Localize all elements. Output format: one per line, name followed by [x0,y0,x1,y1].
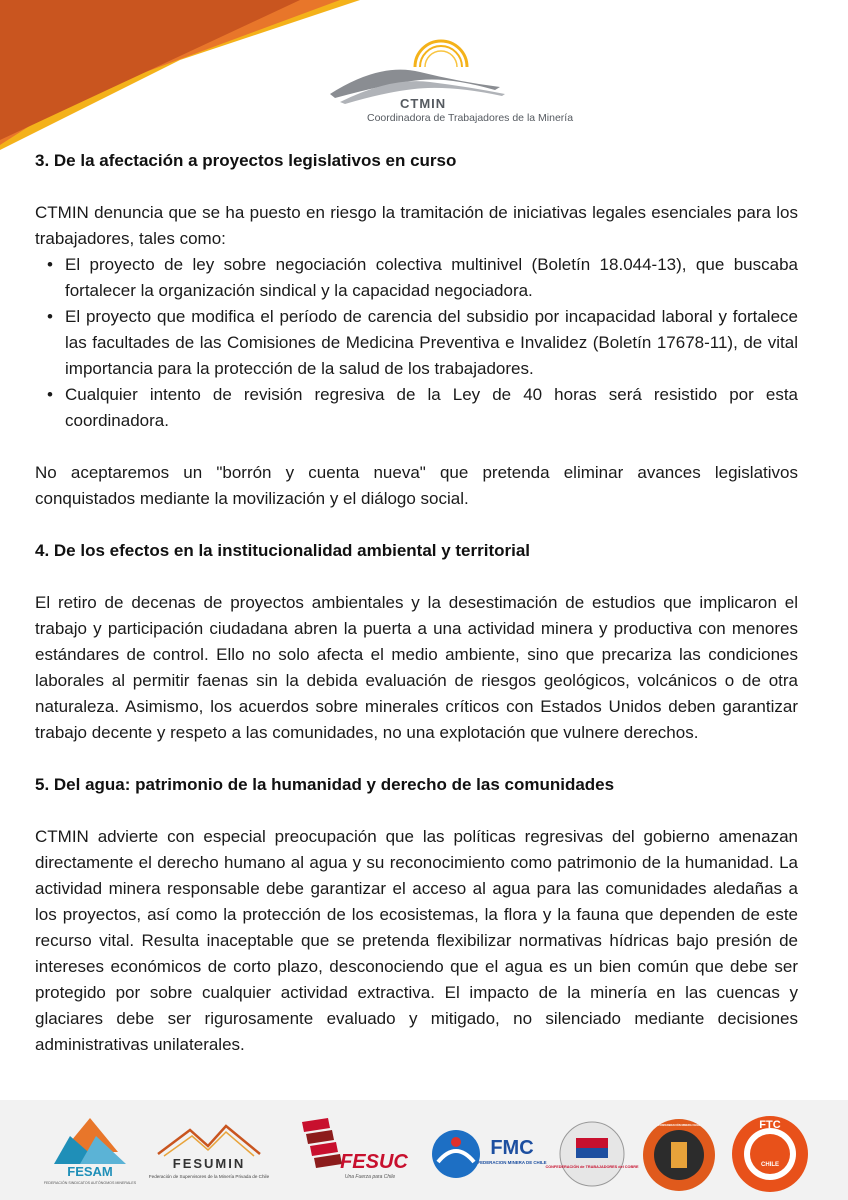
fmc-logo-sub: FEDERACION MINERA DE CHILE [477,1160,547,1165]
section-3-bullet-3: • Cualquier intento de revisión regresiva de la Ley de 40 horas será resistido por esta coordinadora. [35,382,798,434]
fesuc-logo-name: FESUC [340,1151,408,1173]
fesumin-logo-sub: Federación de Supervisores de la Minería Privada de Chile [148,1174,270,1179]
ftc-logo-name: FTC [759,1119,781,1131]
fmc-logo-name: FMC [490,1137,534,1159]
ctmin-logo-subtitle: Coordinadora de Trabajadores de la Minería [367,112,574,124]
fesumin-logo-name: FESUMIN [172,1156,246,1171]
confederacion-cobre-logo-text: CONFEDERACIÓN de TRABAJADORES del COBRE [545,1165,639,1169]
section-3-heading: 3. De la afectación a proyectos legislativos en curso [35,151,457,170]
section-3-bullet-list [35,252,798,434]
section-3-intro: CTMIN denuncia que se ha puesto en riesgo la tramitación de iniciativas legales esenciales para los trabajadores, tales como: [35,203,798,248]
section-4-body: El retiro de decenas de proyectos ambientales y la desestimación de estudios que implicaron el trabajo y participación ciudadana abren la puerta a una actividad minera y productiva con menores estándares de control. Ello no solo afecta el medio ambiente, sino que precariza las condiciones laborales al permitir faenas sin la debida evaluación de riesgos geológicos, volcánicos o de otra naturaleza. Asimismo, los acuerdos sobre minerales críticos con Estados Unidos deben garantizar trabajo decente y respeto a las comunidades, no una explotación que vulnere derechos. [35,593,798,742]
section-3-bullet-2: • El proyecto que modifica el período de carencia del subsidio por incapacidad laboral y fortalece las facultades de las Comisiones de Medicina Preventiva e Invalidez (Boletín 17678-11), de vital importancia para la protección de la salud de los trabajadores. [35,304,798,382]
ftc-logo [728,1108,812,1196]
section-3-closing: No aceptaremos un "borrón y cuenta nueva" que pretenda eliminar avances legislativos conquistados mediante la movilización y el diálogo social. [35,463,798,508]
fesuc-logo [292,1114,414,1186]
ftc-logo-sub: CHILE [761,1162,779,1168]
fesam-logo-sub: FEDERACIÓN SINDICATOS AUTÓNOMOS MINERALES [43,1181,137,1185]
fesumin-logo [150,1118,268,1188]
confederacion-minera-logo-text: CONFEDERACIÓN MINERA CHILE [657,1124,701,1127]
fmc-logo [428,1122,547,1186]
confederacion-cobre-logo [545,1118,639,1190]
ctmin-logo-name: CTMIN [400,96,447,111]
section-5-heading: 5. Del agua: patrimonio de la humanidad y derecho de las comunidades [35,775,615,794]
section-3-bullet-1: • El proyecto de ley sobre negociación colectiva multinivel (Boletín 18.044-13), que buscaba fortalecer la organización sindical y la capacidad negociadora. [35,252,798,304]
section-5-body: CTMIN advierte con especial preocupación que las políticas regresivas del gobierno amenazan directamente el derecho humano al agua y su reconocimiento como patrimonio de la humanidad. La actividad minera responsable debe garantizar el acceso al agua para las comunidades aledañas a los proyectos, así como la protección de los ecosistemas, la flora y la fauna que dependen de este recurso vital. Resulta inaceptable que se pretenda flexibilizar normativas hídricas bajo presión de intereses económicos de corto plazo, desconociendo que el agua es un bien común que debe ser protegido por sobre cualquier actividad extractiva. El impacto de la minería en las cuencas y glaciares debe ser rigurosamente evaluado y mitigado, no silenciado mediante decisiones administrativas unilaterales. [35,827,798,1054]
footer-logos [0,1100,848,1200]
fesuc-logo-tagline: Una Fuerza para Chile [344,1174,396,1180]
fesam-logo-name: FESAM [67,1164,113,1179]
document-body [35,148,798,1058]
fesam-logo [40,1114,140,1186]
section-4-heading: 4. De los efectos en la institucionalidad ambiental y territorial [35,541,531,560]
confederacion-minera-logo [640,1116,718,1194]
